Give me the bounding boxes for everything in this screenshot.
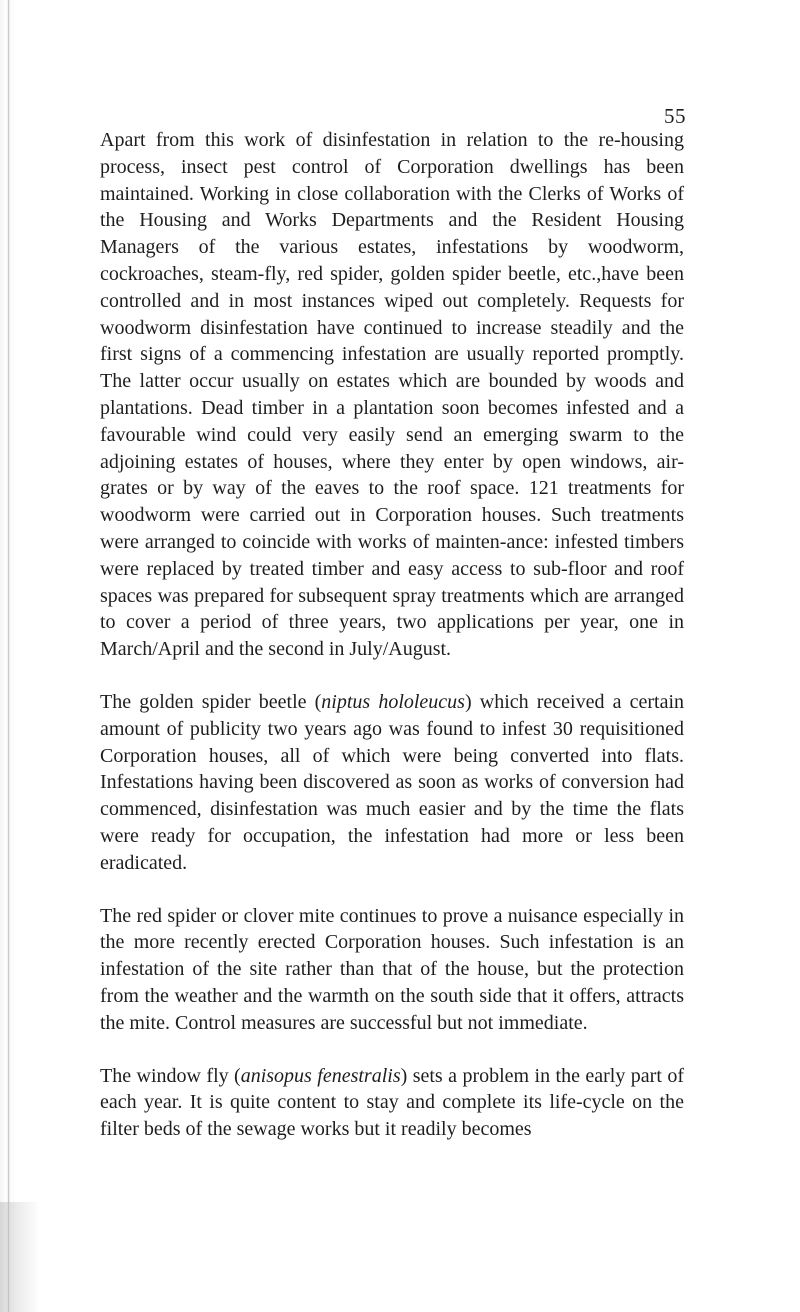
paragraph-golden-spider-beetle [100, 689, 684, 877]
paragraph-text-start: The window fly ( [100, 1064, 241, 1087]
paragraph-disinfestation: Apart from this work of disinfestation in relation to the re-housing process, insect pest control of Corporation dwellings has been maintained. Working in close collaboration with the Clerks of Works of the Housing and Works Departments and the Resident Housing Managers of the various estates, infestations by woodworm, cockroaches, steam-fly, red spider, golden spider beetle, etc.,have been controlled and in most instances wiped out completely. Requests for woodworm disinfestation have continued to increase steadily and the first signs of a commencing infestation are usually reported promptly. The latter occur usually on estates which are bounded by woods and plantations. Dead timber in a plantation soon becomes infested and a favourable wind could very easily send an emerging swarm to the adjoining estates of houses, where they enter by open windows, air-grates or by way of the eaves to the roof space. 121 treatments for woodworm were carried out in Corporation houses. Such treatments were arranged to coincide with works of mainten-ance: infested timbers were replaced by treated timber and easy access to sub-floor and roof spaces was prepared for subsequent spray treatments which are arranged to cover a period of three years, two applications per year, one in March/April and the second in July/August. [100, 129, 684, 661]
page-gutter [0, 0, 14, 1312]
gutter-shadow [0, 1202, 40, 1312]
body-text [100, 127, 684, 1169]
binding-line [8, 0, 9, 1312]
paragraph-text-start: The golden spider beetle ( [100, 690, 322, 713]
species-name: niptus hololeucus [321, 690, 465, 713]
species-name: anisopus fenestralis [240, 1064, 401, 1087]
page-number: 55 [664, 104, 686, 128]
paragraph-text-end: ) sets a problem in the early part of each year. It is quite content to stay and complete its life-cycle on the filter beds of the sewage works but it readily becomes [100, 1064, 684, 1141]
paragraph-window-fly [100, 1063, 684, 1143]
paragraph-text-end: ) which received a certain amount of publicity two years ago was found to infest 30 requisitioned Corporation houses, all of which were being converted into flats. Infestations having been discovered as soon as works of conversion had commenced, disinfestation was much easier and by the time the flats were ready for occupation, the infestation had more or less been eradicated. [100, 690, 684, 874]
paragraph-red-spider: The red spider or clover mite continues to prove a nuisance especially in the more recently erected Corporation houses. Such infestation is an infestation of the site rather than that of the house, but the protection from the weather and the warmth on the south side that it offers, attracts the mite. Control measures are successful but not immediate. [100, 904, 684, 1034]
